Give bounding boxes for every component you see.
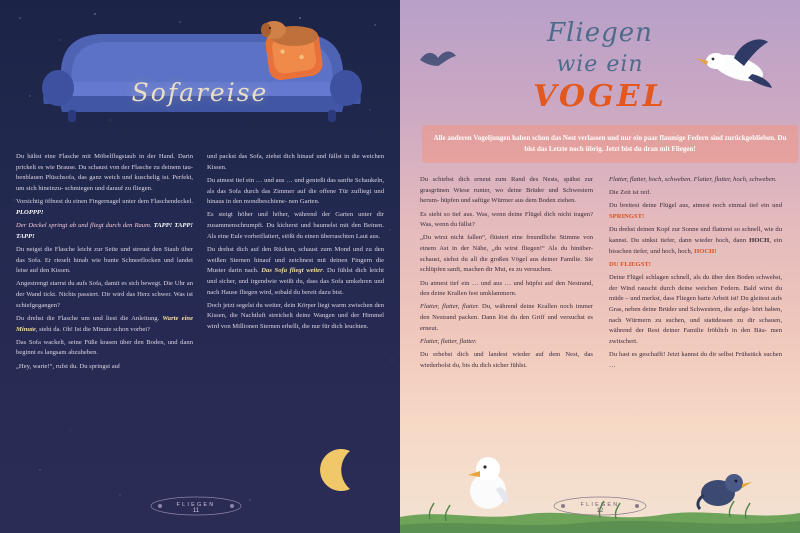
second-bird-illustration [418, 42, 458, 72]
emphasis-text: Das Sofa fliegt weiter [261, 267, 323, 275]
paragraph [207, 301, 384, 333]
body-text: „Du wirst nicht fallen“, flüstert eine freundliche Stimme von einem Ast in der Nähe, „du wirst fliegen!“ Als du hinüber- schaust, siehst du all die großen Vögel aus deiner Familie. Sie schlüpfen sanft, machen dir Mut, es zu versuchen. [420, 234, 593, 274]
sofa-illustration [42, 20, 362, 125]
body-text: Es sieht so tief aus. Was, wenn deine Flügel dich nicht tragen? Was, wenn du fällst? [420, 210, 593, 229]
title-line-2: wie ein [556, 52, 644, 77]
body-text: Doch jetzt segelst du weiter, dein Körper liegt warm zwischen den Kissen, die Nachtluft streichelt deine Wangen und der Himmel wird von Millionen Sternen erhellt, die nur für dich leuchten. [207, 301, 384, 331]
page-badge-right [552, 493, 648, 519]
body-text: „Hey, warte!“, rufst du. Du springst auf [16, 362, 121, 370]
body-text: Es steigt höher und höher, während der Garten unter dir zusammenschrumpft. Du kicherst und baumelst mit den Beinen. Als eine Eule vorbeiflattert, stößt du einen überraschten Laut aus. [207, 211, 384, 240]
duckling-illustration [460, 453, 516, 511]
paragraph [16, 221, 193, 242]
right-page [400, 0, 800, 533]
intro-callout: Alle anderen Vogeljungen haben schon das Nest verlassen und nur ein paar flaumige Federn sind zurückgeblieben. Du bist das Letzte noch übrig. Jetzt bist du dran mit Fliegen! [422, 125, 798, 163]
badge-number-right: 12 [596, 508, 604, 514]
badge-number-left: 11 [192, 508, 200, 514]
paragraph [609, 273, 782, 348]
body-text: Du, während deine Krallen noch immer den Nestrand packen. Dann löst du den Griff und versuchst es erneut. [420, 303, 593, 332]
body-text: Du hältst eine Flasche mit Möbelflugstaub in der Hand. Darin prickelt es wie Brause. Du schaust von der Flasche zu deinem tau- benblauen Plüschsofa, das ganz weich und kuschelig ist. Perfekt, um sich hineinzu- schmiegen und darauf zu fliegen. [16, 153, 193, 193]
left-body-columns [16, 152, 384, 482]
body-text: Du schiebst dich erneut zum Rand des Nests, spähst zur grasgrünen Wiese runter, wo deine Brüder und Schwestern herum- hüpfen und saftige Würmer aus dem Boden ziehen. [420, 176, 593, 205]
emphasis-text: PLOPPP! [16, 208, 44, 216]
paragraph [16, 279, 193, 311]
left-column-2 [207, 152, 384, 482]
emphasis-text: Flatter, flatter, flatter. [420, 303, 482, 311]
paragraph [16, 314, 193, 335]
paragraph [207, 210, 384, 242]
moon-icon [316, 447, 362, 493]
body-text: Du drehst deinen Kopf zur Sonne und flatterst so schnell, wie du kannst. Du sinkst tiefer, dann wieder hoch, dann [609, 226, 782, 244]
body-text: Das Sofa wackelt, seine Füße krasen über den Boden, und dann beginnt es langsam abzuheben. [16, 338, 193, 357]
body-text: Du breitest deine Flügel aus, atmest noch einmal tief ein und [609, 202, 782, 210]
page-badge-left [150, 493, 242, 519]
emphasis-text: Flatter, flatter, flatter. [420, 337, 477, 345]
emphasis-text: HOCH! [694, 247, 717, 255]
body-text: , steht da. Oh! Ist die Minute schon vorbei? [35, 325, 151, 333]
paragraph [16, 338, 193, 359]
paragraph [420, 210, 593, 231]
paragraph [609, 188, 782, 199]
title-line-3: VOGEL [533, 79, 667, 114]
body-text: Du drehst die Flasche um und liest die Anleitung. [16, 314, 163, 322]
emphasis-text: SPRINGST! [609, 213, 645, 221]
body-text: Du drehst dich auf den Rücken, schaust zum Mond und zu den weißen Sternen hinauf und zeichnest mit deinen Fingern die Muster darin nach. [207, 245, 384, 275]
body-text: Du neigst die Flasche leicht zur Seite und streust den Staub über das Sofa. Er rieselt hinab wie bunte Schneeflocken und landet leise auf den Kissen. [16, 245, 193, 275]
paragraph [609, 201, 782, 222]
emphasis-text: TAPP! TAPP! TAPP! [16, 222, 193, 240]
body-text: , ein bisschen tiefer, und hoch, hoch, [609, 236, 782, 255]
paragraph [207, 152, 384, 173]
body-text: Du atmest tief ein … und aus … und genießt das sanfte Schaukeln, als das Sofa durch das Zimmer auf die offene Tür zufliegt und hinaus in den mondbeschiene- nen Garten. [207, 176, 384, 206]
body-text: Vorsichtig öffnest du einen Fingernagel unter dem Flaschendeckel. [16, 198, 193, 206]
paragraph [609, 225, 782, 257]
paragraph [609, 175, 782, 186]
title-line-1: Fliegen [547, 18, 653, 48]
paragraph [420, 233, 593, 276]
emphasis-text: Der Deckel springt ab und fliegt durch den Raum. [16, 222, 154, 230]
paragraph [207, 176, 384, 208]
body-text: Du erhebst dich und landest wieder auf dem Nest, das wiederholst du, bis du dich sicher fühlst. [420, 351, 593, 369]
left-column-1 [16, 152, 193, 482]
paragraph [420, 350, 593, 371]
emphasis-text: Flatter, flatter, hoch, schweben. Flatter, flatter, hoch, schweben. [609, 176, 777, 183]
right-column-2 [609, 175, 782, 470]
bird-with-worm-illustration [694, 463, 752, 513]
paragraph [420, 302, 593, 334]
body-text: . Du fühlst dich leicht und sicher, und irgendwie weißt du, dass das Sofa umkehren und nach Hause fliegen wird, sobald du bereit dazu bist. [207, 267, 384, 296]
body-text: Deine Flügel schlagen schnell, als du über den Boden schwebst, der Wind rauscht durch deine weichen Federn. Bald wirst du müde – und merkst, dass Fliegen harte Arbeit ist! Du gleitest aufs Gras, neben deine Brüder und Schwestern, die aufge- hört haben, nach Würmern zu suchen, und stattdessen zu dir schauen, während der Rest deiner Familie fröhlich in den Bäu- men zwitschert. [609, 273, 782, 345]
emphasis-text: Warte eine Minute [16, 314, 193, 333]
body-text: Die Zeit ist reif. [609, 189, 652, 197]
paragraph [16, 245, 193, 277]
body-text: und packst das Sofa, ziehst dich hinauf und fällst in die weichen Kissen. [207, 153, 384, 171]
paragraph [16, 197, 193, 218]
emphasis-text: DU FLIEGST! [609, 260, 651, 268]
paragraph [16, 362, 193, 373]
paragraph [16, 152, 193, 195]
paragraph [609, 350, 782, 371]
badge-label-right: FLIEGEN [580, 502, 620, 508]
paragraph [207, 245, 384, 298]
body-text: Du hast es geschafft! Jetzt kannst du dir selbst Frühstück suchen … [609, 351, 782, 369]
left-page-title: Sofareise [131, 78, 269, 107]
body-text: Du atmest tief ein … und aus … und hüpfst auf den Nestrand, den deine Krallen fest umklammern. [420, 279, 593, 298]
flying-bird-illustration [686, 28, 776, 98]
emphasis-text: HOCH [749, 236, 770, 244]
badge-label-left: FLIEGEN [176, 502, 216, 508]
paragraph [420, 337, 593, 348]
paragraph [609, 260, 782, 271]
right-body-columns [420, 175, 782, 470]
body-text: Angestrengt starrst du aufs Sofa, damit es sich bewegt. Die Uhr an der Wand tickt. Nichts passiert. Dir wird das Herz schwer. Was ist schiefgegangen? [16, 280, 193, 309]
right-column-1 [420, 175, 593, 470]
paragraph [420, 175, 593, 207]
paragraph [420, 279, 593, 300]
